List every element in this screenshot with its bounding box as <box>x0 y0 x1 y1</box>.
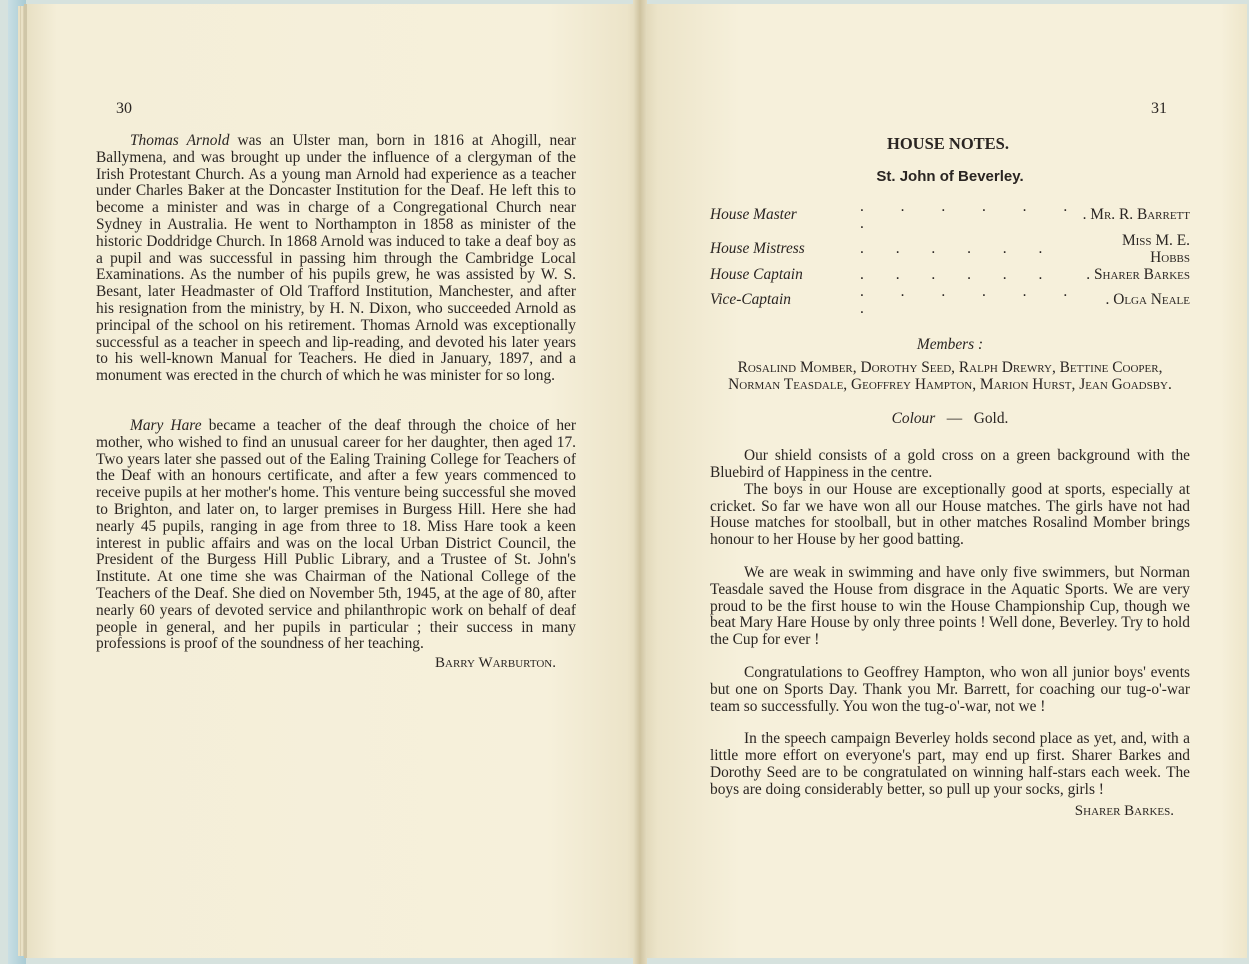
officer-row <box>710 283 1190 317</box>
members-heading: Members : <box>916 335 984 353</box>
paragraph-congratulations: Congratulations to Geoffrey Hampton, who won all junior boys' events but one on Sports Day. Thank you Mr. Barrett, for coaching our tug-o'-war team so successfully. You won the tug-o'-war, not we ! <box>710 663 1190 715</box>
leader-dots: . . . . . . <box>860 240 1057 258</box>
colour-value: Gold. <box>973 410 1009 428</box>
officer-holder: . Sharer Barkes <box>1086 265 1190 283</box>
leader-dots: . . . . . . <box>860 265 1057 283</box>
members-list: Rosalind Momber, Dorothy Seed, Ralph Drewry, Bettine Cooper, Norman Teasdale, Geoffrey Hampton, Marion Hurst, Jean Goadsby. <box>728 359 1172 394</box>
officer-row <box>710 232 1190 266</box>
paragraph-swimming: We are weak in swimming and have only five swimmers, but Norman Teasdale saved the House from disgrace in the Aquatic Sports. We are very proud to be the first house to win the House Championship Cup, though we beat Mary Hare House by only three points ! Well done, Beverley. Try to hold the Cup for ever ! <box>710 563 1190 649</box>
paragraph-sports: The boys in our House are exceptionally good at sports, especially at cricket. So far we have won all our House matches. The girls have not had House matches for stoolball, but in other matches Rosalind Momber brings honour to her House by her good batting. <box>710 480 1190 549</box>
signature-barry-warburton: Barry Warburton. <box>435 655 556 672</box>
officer-holder: Miss M. E. Hobbs <box>1121 231 1190 266</box>
paragraph-text: became a teacher of the deaf through the choice of her mother, who wished to find an unusual career for her daughter, then aged 17. Two years later she passed out of the Ealing Training College for Teachers of the Deaf with an honours certificate, and after a few years commenced to receive pupils at her mother's home. This venture being successful she moved to Brighton, and later on, to larger premises in Burgess Hill. Here she had nearly 45 pupils, ranging in age from three to 18. Miss Hare took a keen interest in public affairs and was on the local Urban District Council, the President of the Burgess Hill Public Library, and a Trustee of St. John's Institute. At one time she was Chairman of the National College of the Teachers of the Deaf. She died on November 5th, 1945, at the age of 80, after nearly 60 years of devoted service and philanthropic work on behalf of deaf people in general, and her pupils in particular ; their success in many professions is proof of the soundness of her teaching. <box>96 416 576 653</box>
officers-table <box>710 198 1190 317</box>
page-number-right: 31 <box>1151 100 1167 117</box>
right-page-text <box>710 130 1190 819</box>
section-title: HOUSE NOTES. <box>887 134 1009 153</box>
page-number-left: 30 <box>116 100 132 117</box>
book-gutter <box>633 0 647 964</box>
paragraph-text: was an Ulster man, born in 1816 at Ahogill, near Ballymena, and was brought up under the influence of a clergyman of the Irish Protestant Church. As a young man Arnold had experience as a teacher under Charles Baker at the Doncaster Institution for the Deaf. He left this to become a minister and was in charge of a Congregational Church near Sydney in Australia. He went to Northampton in 1858 as minister of the historic Doddridge Church. In 1868 Arnold was induced to take a deaf boy as a pupil and was successful in passing him through the Cambridge Local Examinations. As the number of his pupils grew, he was assisted by W. S. Besant, later Headmaster of Old Trafford Institution, Manchester, and after his resignation from the ministry, by H. N. Dixon, who succeeded Arnold as principal of the school on his retirement. Thomas Arnold was exceptionally successful as a teacher in speech and lip-reading, and devoted his later years to his well-known Manual for Teachers. He died in January, 1897, and a monument was erected in the church of which he was minister for so long. <box>96 132 576 385</box>
name-mary-hare: Mary Hare <box>130 416 202 434</box>
paragraph-mary-hare <box>96 418 576 653</box>
officer-role: House Mistress <box>710 240 805 258</box>
officer-row <box>710 266 1190 283</box>
name-thomas-arnold: Thomas Arnold <box>130 132 230 149</box>
colour-dash: — <box>946 410 963 428</box>
officer-role: Vice-Captain <box>710 291 791 309</box>
officer-holder: . Olga Neale <box>1105 291 1190 309</box>
house-name: St. John of Beverley. <box>876 167 1024 185</box>
officer-holder: . Mr. R. Barrett <box>1082 206 1190 224</box>
house-colour <box>710 411 1190 428</box>
officer-role: House Master <box>710 206 797 224</box>
leader-dots: . . . . . . . <box>860 197 1082 232</box>
paragraph-shield: Our shield consists of a gold cross on a green background with the Bluebird of Happiness in the centre. <box>710 447 1190 481</box>
paragraph-thomas-arnold <box>96 133 576 385</box>
left-page-text <box>96 133 576 672</box>
officer-role: House Captain <box>710 265 803 283</box>
colour-label: Colour <box>891 410 936 428</box>
officer-row <box>710 198 1190 232</box>
signature-sharer-barkes: Sharer Barkes. <box>1074 802 1174 819</box>
leader-dots: . . . . . . . <box>860 282 1082 317</box>
paragraph-speech-campaign: In the speech campaign Beverley holds second place as yet, and, with a little more effort on everyone's part, may end up first. Sharer Barkes and Dorothy Seed are to be congratulated on winning half-stars each week. The boys are doing considerably better, so pull up your socks, girls ! <box>710 730 1190 798</box>
